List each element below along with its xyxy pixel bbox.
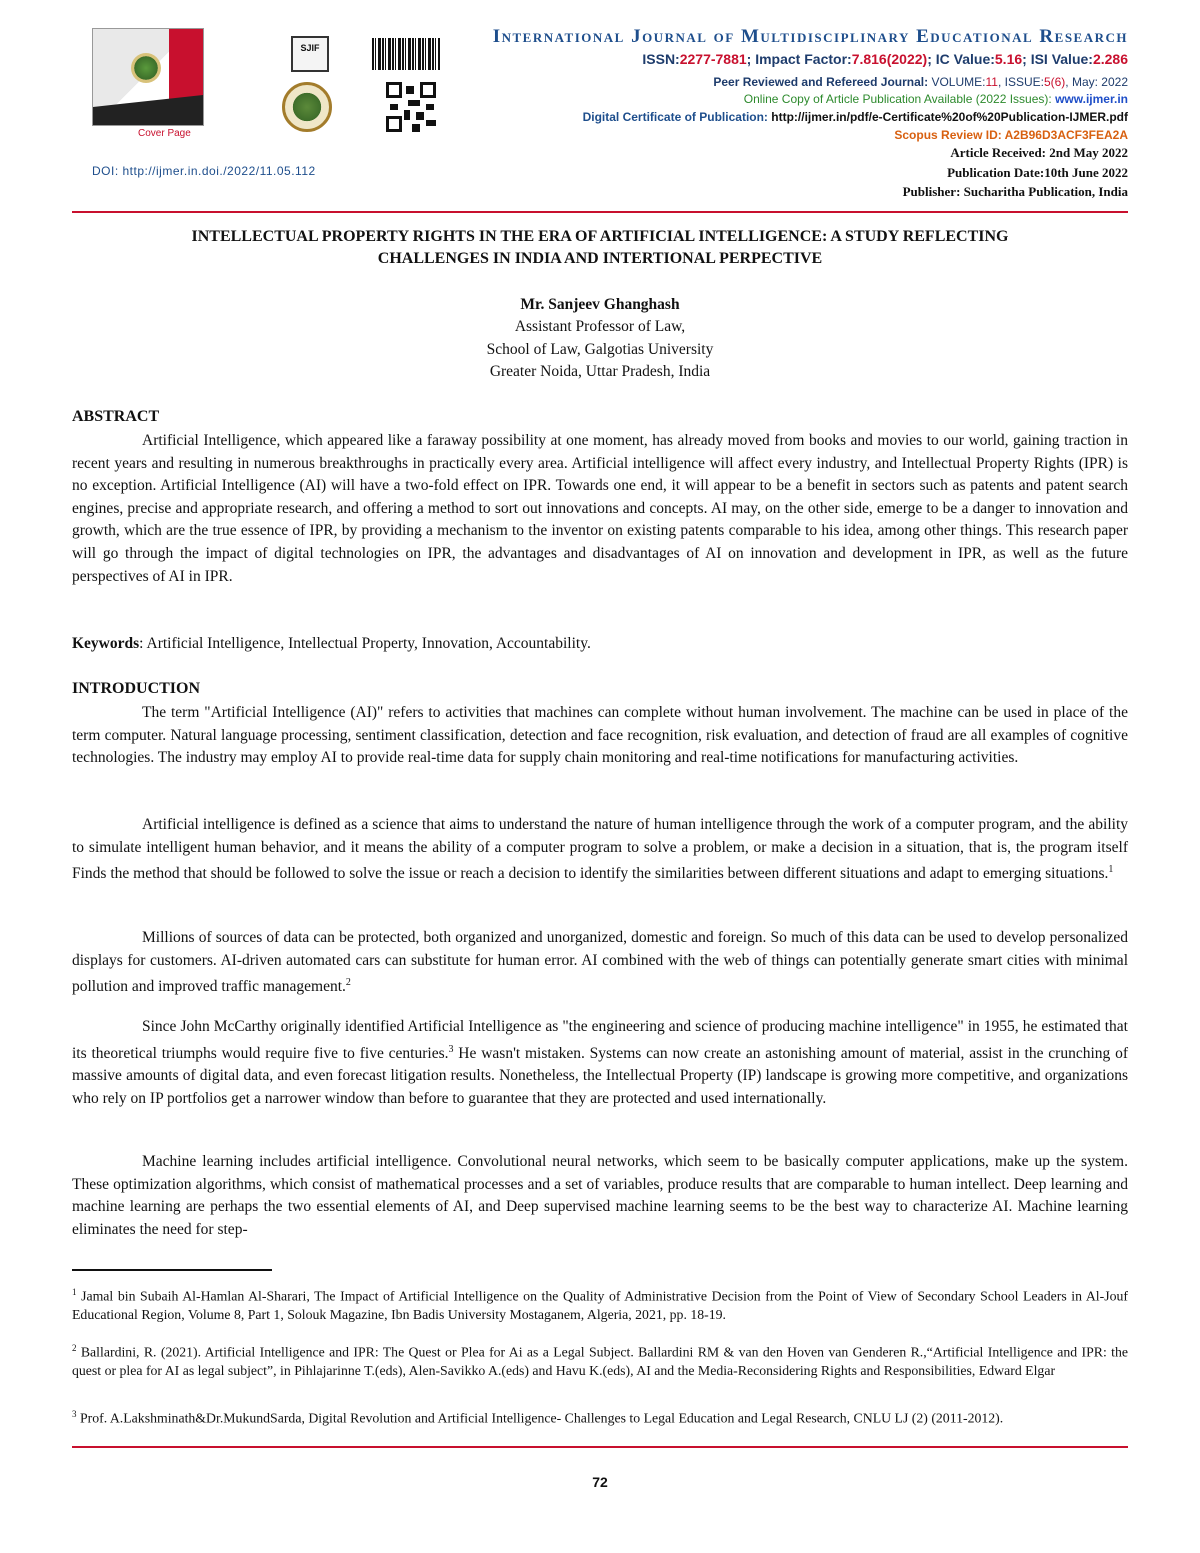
ic-value: 5.16 [994,51,1023,67]
footnote-ref-1[interactable]: 1 [1108,864,1114,876]
isi-value: 2.286 [1092,51,1128,67]
paper-title [72,226,1128,270]
header-divider [72,211,1128,213]
footnote-3-text: Prof. A.Lakshminath&Dr.MukundSarda, Digital Revolution and Artificial Intelligence- Challenges to Legal Education and Legal Research, CNLU LJ (2) (2011-2012). [76,1410,1004,1426]
impact-label: ; Impact Factor: [746,51,852,67]
footer-divider [72,1446,1128,1448]
footnote-1-number: 1 [72,1287,77,1297]
intro-paragraph-5 [72,1151,1128,1241]
footnote-ref-2[interactable]: 2 [345,977,351,989]
abstract-paragraph [72,430,1128,588]
intro-paragraph-3 [72,927,1128,999]
publication-date: Publication Date:10th June 2022 [947,165,1128,180]
footnote-ref-3[interactable]: 3 [448,1043,454,1055]
cover-black-band [93,95,203,125]
intro-paragraph-1-text: The term "Artificial Intelligence (AI)" refers to activities that machines can complete without human involvement. The machine can be used in place of the term computer. Natural language processing, sentiment classification, detection and face recognition, risk evaluation, and detection of fraud are all examples of cognitive technologies. The industry may employ AI to provide real-time data for supply chain monitoring and real-time notifications for manufacturing activities. [72,704,1128,767]
cover-page-thumbnail [92,28,204,126]
issue-label: , ISSUE: [997,75,1044,89]
intro-paragraph-2 [72,814,1128,886]
online-copy-line [744,92,1128,106]
issue-month: , May: 2022 [1065,75,1128,89]
volume-label: VOLUME: [928,75,986,89]
issn-value: 2277-7881 [679,51,747,67]
keywords-text: : Artificial Intelligence, Intellectual Property, Innovation, Accountability. [139,635,591,652]
footnote-1 [72,1283,1128,1325]
article-received: Article Received: 2nd May 2022 [950,145,1128,160]
digital-label: Digital Certificate of Publication: [582,110,768,124]
journal-title: International Journal of Multidisciplinary Educational Research [492,26,1128,47]
keywords-line [72,633,1128,656]
issue-value: 5(6) [1043,75,1066,89]
intro-paragraph-2-text: Artificial intelligence is defined as a science that aims to understand the nature of human intelligence through the work of a computer program, and the ability to simulate intelligent human behavior, and it means the ability of a computer program to solve a problem, or make a decision in a situation, that is, the program itself Finds the method that should be followed to solve the issue or reach a decision to identify the similarities between different situations and adapt to emerging situations. [72,816,1128,883]
cover-page-caption: Cover Page [138,128,191,139]
scopus-review-id: Scopus Review ID: A2B96D3ACF3FEA2A [894,128,1128,142]
impact-value: 7.816(2022) [851,51,928,67]
author-name [72,296,1128,314]
qr-code [386,82,436,132]
volume-value: 11 [985,75,998,89]
journal-website-link[interactable]: www.ijmer.in [1055,92,1128,106]
intro-paragraph-4 [72,1016,1128,1111]
online-text: Online Copy of Article Publication Available (2022 Issues): [743,92,1052,106]
publisher-seal [282,82,332,132]
issn-label: ISSN: [642,51,680,67]
abstract-text: Artificial Intelligence, which appeared like a faraway possibility at one moment, has already moved from books and movies to our world, gaining traction in recent years and resulting in numerous breakthroughs in practically every area. Artificial intelligence will affect every industry, and Intellectual Property Rights (IPR) is no exception. Artificial Intelligence (AI) will have a two-fold effect on IPR. Towards one end, it will appear to be a benefit in sectors such as patents and patent search engines, precise and appropriate research, and offering a method to sort out innovations and concepts. AI may, on the other side, emerge to be a danger to innovation and growth, which are the true essence of IPR, by providing a mechanism to the inventor on existing patents comparable to his idea, among other things. This research paper will go through the impact of digital technologies on IPR, the advantages and disadvantages of AI on innovation and development in IPR, as well as the future perspectives of AI in IPR. [72,432,1128,585]
footnote-2-text: Ballardini, R. (2021). Artificial Intelligence and IPR: The Quest or Plea for Ai as a Legal Subject. Ballardini RM & van den Hoven van Genderen R.,“Artificial Intelligence and IPR: the quest or plea for AI as legal subject”, in Pihlajarinne T.(eds), Alen-Savikko A.(eds) and Havu K.(eds), AI and the Media-Reconsidering Rights and Responsibilities, Edward Elgar [72,1344,1128,1379]
footnote-2 [72,1339,1128,1381]
isi-label: ; ISI Value: [1022,51,1093,67]
digital-certificate-line [583,110,1128,124]
peer-review-line [713,75,1128,89]
author-role: Assistant Professor of Law, [514,318,686,335]
sjif-logo: SJIF [291,36,329,72]
footnote-divider [72,1269,272,1271]
doi-link[interactable]: DOI: http://ijmer.in.doi./2022/11.05.112 [92,164,316,178]
intro-paragraph-4-text-b: He wasn't mistaken. Systems can now create an astonishing amount of material, assist in the crunching of massive amounts of digital data, and even forecast litigation results. Nonetheless, the Intellectual Property (IP) landscape is growing more competitive, and organizations who rely on IP portfolios get a narrower window than before to guarantee that they are protected and used internationally. [72,1044,1129,1107]
footnote-2-number: 2 [72,1343,77,1353]
publisher: Publisher: Sucharitha Publication, India [902,184,1128,199]
page-number: 72 [592,1474,608,1490]
footnote-3 [72,1405,1128,1428]
introduction-heading: INTRODUCTION [72,680,201,697]
ic-label: ; IC Value: [927,51,995,67]
footnote-3-number: 3 [72,1409,77,1419]
issn-line [642,51,1128,67]
intro-paragraph-5-text: Machine learning includes artificial intelligence. Convolutional neural networks, which seem to be basically computer applications, make up the system. These optimization algorithms, which consist of mathematical processes and a set of variables, produce results that are comparable to human intellect. Deep learning and machine learning are perhaps the two essential elements of AI, and Deep supervised machine learning seems to be the best way to characterize AI. Machine learning eliminates the need for step- [72,1153,1128,1238]
cover-emblem [131,53,161,83]
peer-label: Peer Reviewed and Refereed Journal: [713,75,929,89]
issn-barcode [372,38,440,70]
abstract-heading: ABSTRACT [72,408,160,425]
paper-title-line-2: CHALLENGES IN INDIA AND INTERTIONAL PERPECTIVE [377,250,823,267]
author-location: Greater Noida, Uttar Pradesh, India [489,363,711,380]
intro-paragraph-4-text-a: Since John McCarthy originally identified Artificial Intelligence as "the engineering and science of producing machine intelligence" in 1955, he estimated that its theoretical triumphs would require five to five centuries. [72,1018,1128,1062]
footnote-1-text: Jamal bin Subaih Al-Hamlan Al-Sharari, The Impact of Artificial Intelligence on the Quality of Administrative Decision from the Point of View of Secondary School Leaders in Al-Jouf Educational Region, Volume 8, Part 1, Solouk Magazine, Ibn Badis University Mostaganem, Algeria, 2021, pp. 18-19. [72,1288,1128,1323]
keywords-label: Keywords [72,635,140,652]
intro-paragraph-3-text: Millions of sources of data can be protected, both organized and unorganized, domestic and foreign. So much of this data can be used to develop personalized displays for customers. AI-driven automated cars can substitute for human error. AI combined with the web of things can potentially generate smart cities with minimal pollution and improved traffic management. [72,929,1128,996]
author-affiliation: School of Law, Galgotias University [486,341,714,358]
intro-paragraph-1 [72,702,1128,770]
certificate-link[interactable]: http://ijmer.in/pdf/e-Certificate%20of%20Publication-IJMER.pdf [771,110,1128,124]
paper-title-line-1: INTELLECTUAL PROPERTY RIGHTS IN THE ERA OF ARTIFICIAL INTELLIGENCE: A STUDY REFLECTING [191,228,1009,245]
author-name-text: Mr. Sanjeev Ghanghash [520,296,680,313]
